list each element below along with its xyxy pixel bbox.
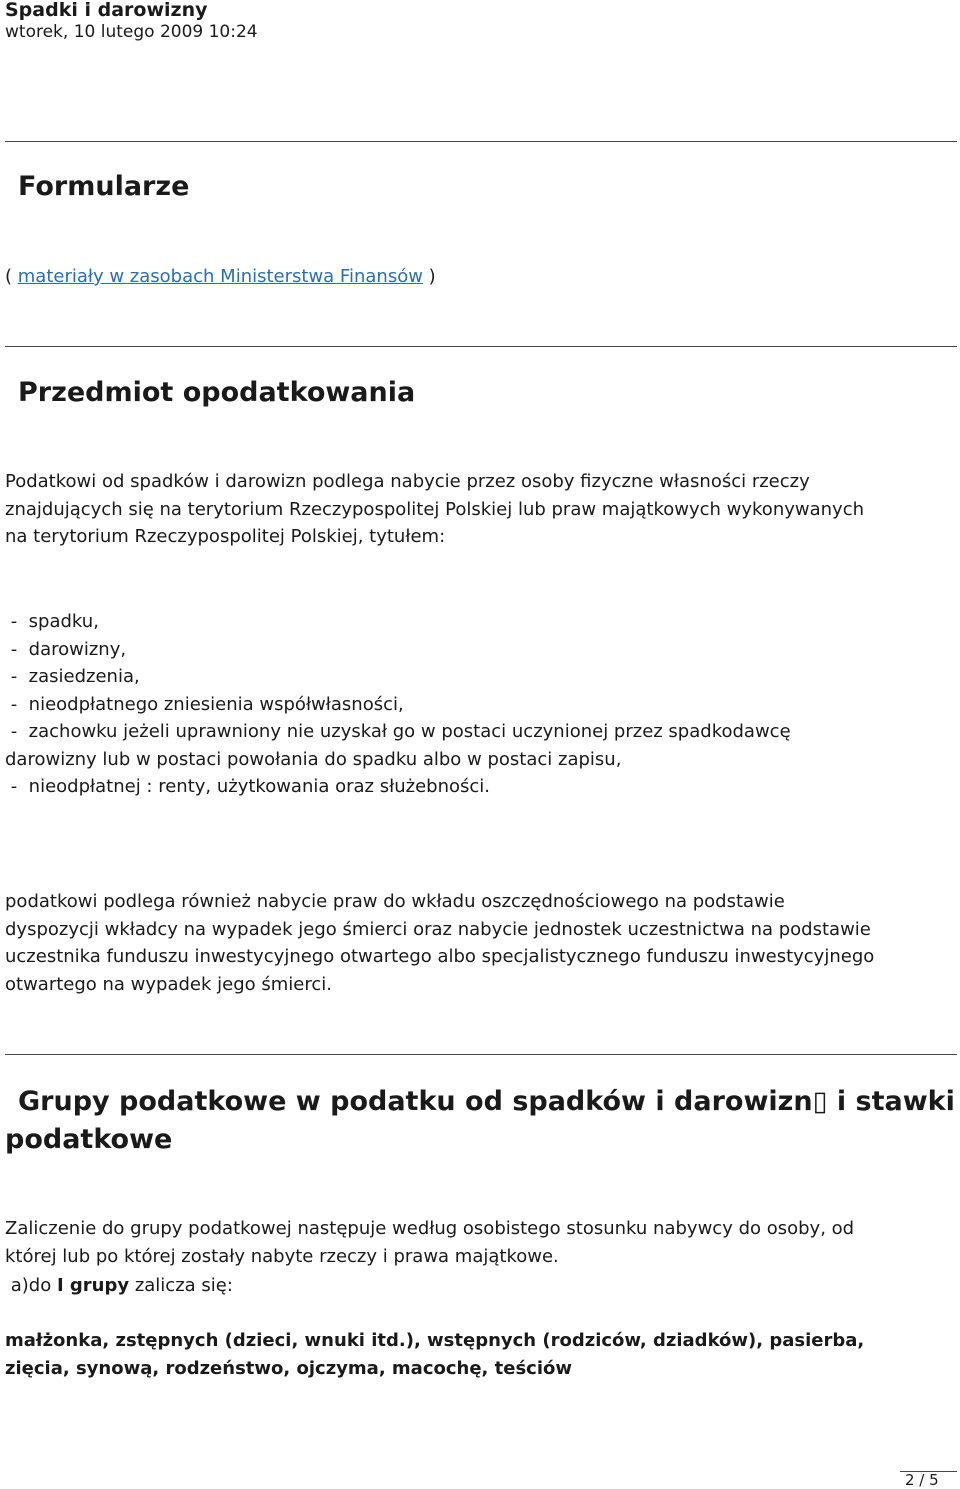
group-line	[5, 1272, 233, 1300]
groups-heading-line2: podatkowe	[5, 1124, 173, 1155]
list-item-continuation: darowizny lub w postaci powołania do spadku albo w postaci zapisu,	[5, 749, 622, 770]
subject-intro-line: znajdujących się na terytorium Rzeczypospolitej Polskiej lub praw majątkowych wykonywanych	[5, 499, 864, 520]
group-members-line: zięcia, synową, rodzeństwo, ojczyma, macochę, teściów	[5, 1358, 573, 1379]
subject-heading: Przedmiot opodatkowania	[18, 377, 416, 408]
list-item: - nieodpłatnej : renty, użytkowania oraz służebności.	[5, 776, 490, 797]
section-divider	[5, 141, 957, 142]
section-divider	[5, 1054, 957, 1055]
document-date: wtorek, 10 lutego 2009 10:24	[5, 22, 258, 42]
forms-link-line	[5, 263, 436, 291]
groups-intro-line: której lub po której zostały nabyte rzeczy i prawa majątkowe.	[5, 1246, 559, 1267]
group-members-line: małżonka, zstępnych (dzieci, wnuki itd.), wstępnych (rodziców, dziadków), pasierba,	[5, 1330, 865, 1351]
list-item: - zachowku jeżeli uprawniony nie uzyskał go w postaci uczynionej przez spadkodawcę	[5, 721, 791, 742]
subject-extra-line: otwartego na wypadek jego śmierci.	[5, 974, 332, 995]
paren-open: (	[5, 266, 18, 287]
section-divider	[5, 346, 957, 347]
list-item: - zasiedzenia,	[5, 666, 140, 687]
document-title: Spadki i darowizny	[5, 0, 208, 21]
list-item: - nieodpłatnego zniesienia współwłasności,	[5, 694, 404, 715]
subject-extra-line: podatkowi podlega również nabycie praw do wkładu oszczędnościowego na podstawie	[5, 891, 785, 912]
ministry-materials-link[interactable]: materiały w zasobach Ministerstwa Finansów	[17, 266, 423, 287]
group-prefix: a)do	[5, 1275, 57, 1296]
groups-heading-line1: Grupy podatkowe w podatku od spadków i darowizn▯ i stawki	[18, 1086, 955, 1117]
subject-intro-line: Podatkowi od spadków i darowizn podlega nabycie przez osoby fizyczne własności rzeczy	[5, 471, 810, 492]
subject-extra-line: dyspozycji wkładcy na wypadek jego śmierci oraz nabycie jednostek uczestnictwa na podstawie	[5, 919, 871, 940]
subject-extra-line: uczestnika funduszu inwestycyjnego otwartego albo specjalistycznego funduszu inwestycyjnego	[5, 946, 875, 967]
forms-heading: Formularze	[18, 171, 190, 202]
list-item: - darowizny,	[5, 639, 127, 660]
group-suffix: zalicza się:	[129, 1275, 233, 1296]
groups-intro-line: Zaliczenie do grupy podatkowej następuje według osobistego stosunku nabywcy do osoby, od	[5, 1218, 855, 1239]
paren-close: )	[422, 266, 436, 287]
page-number: 2 / 5	[905, 1471, 939, 1489]
subject-intro-line: na terytorium Rzeczypospolitej Polskiej, tytułem:	[5, 526, 446, 547]
group-name: I grupy	[56, 1275, 130, 1296]
list-item: - spadku,	[5, 611, 99, 632]
